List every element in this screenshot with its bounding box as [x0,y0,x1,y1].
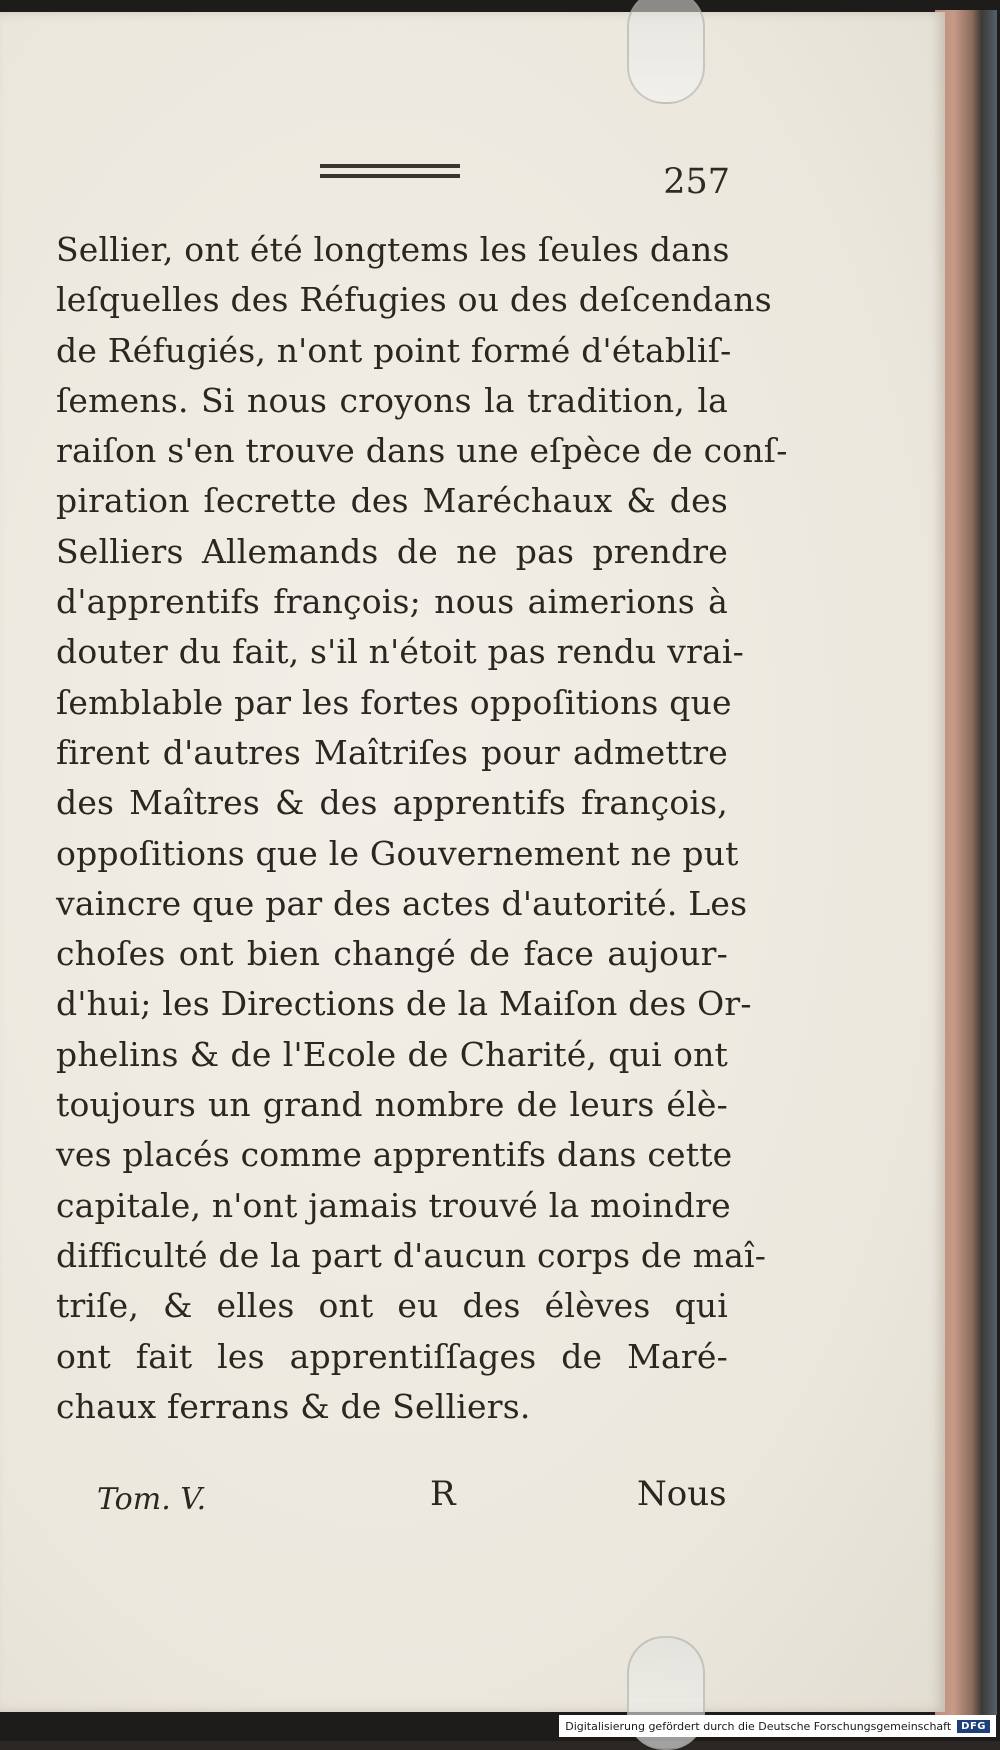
text-line: triſe, & elles ont eu des élèves qui [56,1286,728,1326]
text-line: Sellier, ont été longtems les ſeules dans [56,230,730,269]
text-line: d'apprentifs françois; nous aimerions à [56,582,728,622]
page-number: 257 [663,162,730,202]
text-line: firent d'autres Maîtriſes pour admettre [56,732,728,772]
text-line: douter du fait, s'il n'étoit pas rendu vrai- [56,632,744,672]
page-clip-top [627,0,705,104]
text-line: phelins & de l'Ecole de Charité, qui ont [56,1034,728,1074]
text-line: difficulté de la part d'aucun corps de maî- [56,1235,767,1275]
text-line: ſemblable par les fortes oppoſitions que [56,682,732,722]
footer-signature: Tom. V. [97,1482,207,1517]
text-line: choſes ont bien changé de face aujour- [56,934,728,974]
text-line: toujours un grand nombre de leurs élè- [56,1085,728,1125]
text-line: ſemens. Si nous croyons la tradition, la [56,380,728,420]
header-rule [320,164,460,178]
funding-note [559,1715,996,1737]
text-line: vaincre que par des actes d'autorité. Les [56,883,748,923]
book-page [0,12,945,1712]
text-line: capitale, n'ont jamais trouvé la moindre [56,1185,731,1225]
text-line: piration ſecrette des Maréchaux & des [56,481,728,521]
text-line: Selliers Allemands de ne pas prendre [56,531,728,571]
text-line: oppoſitions que le Gouvernement ne put [56,833,739,873]
text-line: de Réfugiés, n'ont point formé d'établiſ- [56,330,732,370]
footer-catchword: Nous [637,1474,727,1514]
dfg-logo: DFG [957,1720,990,1733]
footer-sheet-mark: R [430,1474,456,1514]
text-line: leſquelles des Réfugies ou des deſcendans [56,280,772,320]
text-line: chaux ferrans & de Selliers. [56,1386,531,1426]
text-line: ont fait les apprentiſſages de Maré- [56,1336,728,1376]
text-line: d'hui; les Directions de la Maiſon des Or- [56,984,752,1024]
text-line: raiſon s'en trouve dans une eſpèce de conſ- [56,431,788,471]
text-line: des Maîtres & des apprentifs françois, [56,783,728,823]
body-text [56,225,788,1432]
text-line: ves placés comme apprentifs dans cette [56,1135,733,1175]
funding-note-text: Digitalisierung gefördert durch die Deutsche Forschungsgemeinschaft [565,1719,952,1733]
